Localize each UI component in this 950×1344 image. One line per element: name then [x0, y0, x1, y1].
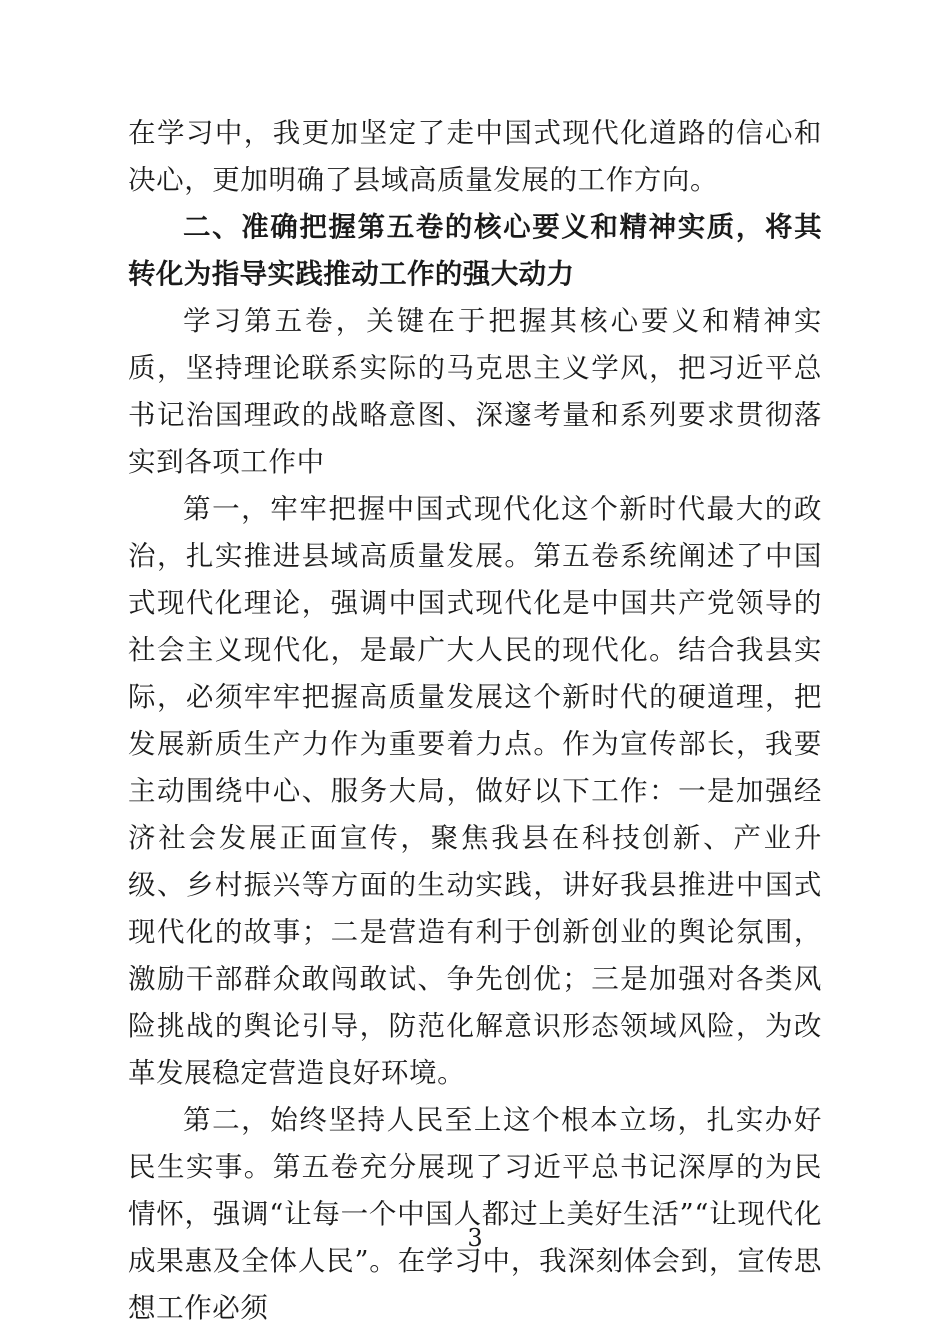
paragraph-continuation: 在学习中，我更加坚定了走中国式现代化道路的信心和决心，更加明确了县域高质量发展的工作方向。 — [128, 117, 822, 196]
paragraph-key-points: 学习第五卷，关键在于把握其核心要义和精神实质，坚持理论联系实际的马克思主义学风，把习近平总书记治国理政的战略意图、深邃考量和系列要求贯彻落实到各项工作中 — [128, 305, 822, 478]
paragraph-first-point: 第一，牢牢把握中国式现代化这个新时代最大的政治，扎实推进县域高质量发展。第五卷系统阐述了中国式现代化理论，强调中国式现代化是中国共产党领导的社会主义现代化，是最广大人民的现代化。结合我县实际，必须牢牢把握高质量发展这个新时代的硬道理，把发展新质生产力作为重要着力点。作为宣传部长，我要主动围绕中心、服务大局，做好以下工作：一是加强经济社会发展正面宣传，聚焦我县在科技创新、产业升级、乡村振兴等方面的生动实践，讲好我县推进中国式现代化的故事；二是营造有利于创新创业的舆论氛围，激励干部群众敢闯敢试、争先创优；三是加强对各类风险挑战的舆论引导，防范化解意识形态领域风险，为改革发展稳定营造良好环境。 — [128, 493, 822, 1089]
paragraph-second-point: 第二，始终坚持人民至上这个根本立场，扎实办好民生实事。第五卷充分展现了习近平总书记深厚的为民情怀，强调“让每一个中国人都过上美好生活”“让现代化成果惠及全体人民”。在学习中，我深刻体会到，宣传思想工作必须 — [128, 1104, 822, 1324]
section-heading-two: 二、准确把握第五卷的核心要义和精神实质，将其转化为指导实践推动工作的强大动力 — [128, 211, 822, 290]
page-number: 3 — [467, 1224, 483, 1252]
document-body — [128, 110, 822, 1332]
